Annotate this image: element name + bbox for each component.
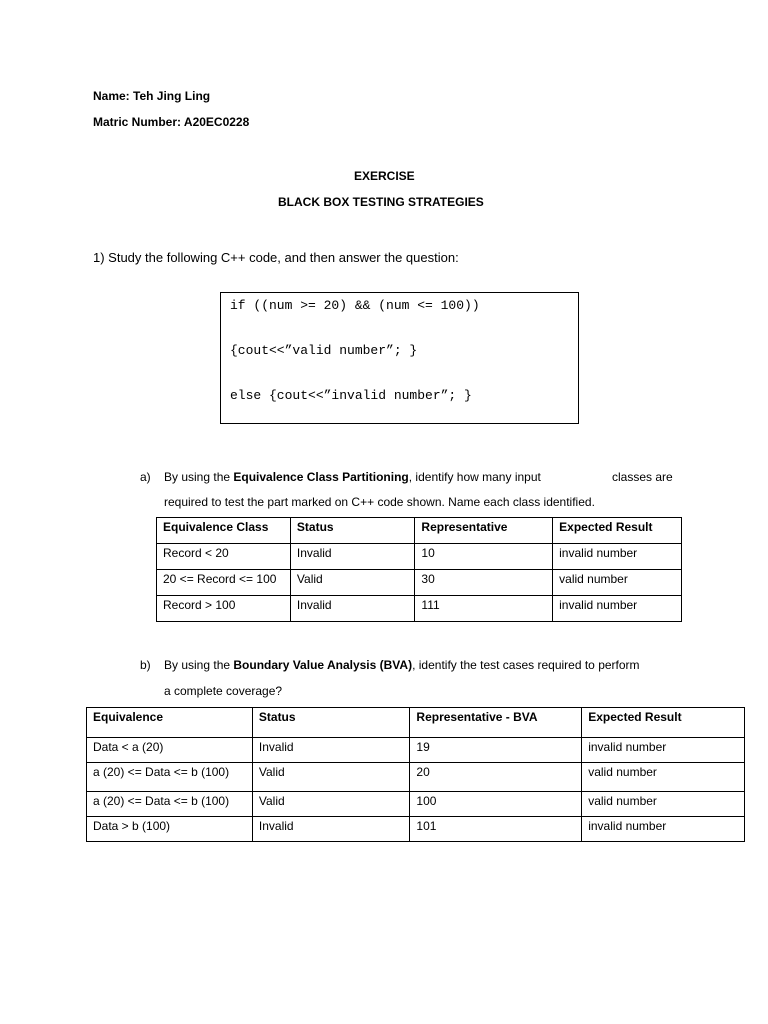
table-cell: invalid number	[553, 596, 682, 622]
table-cell: a (20) <= Data <= b (100)	[87, 792, 253, 817]
table-header-row	[157, 518, 682, 544]
table-header-cell: Representative - BVA	[410, 708, 582, 738]
table-header-cell: Expected Result	[553, 518, 682, 544]
table-row	[157, 596, 682, 622]
boundary-value-table	[86, 707, 745, 842]
part-a-text-line2: required to test the part marked on C++ code shown. Name each class identified.	[164, 495, 595, 509]
part-a-text-end: classes are	[612, 470, 673, 484]
table-cell: Record < 20	[157, 544, 291, 570]
table-cell: Invalid	[252, 817, 410, 842]
table-cell: Record > 100	[157, 596, 291, 622]
exercise-title: EXERCISE	[354, 169, 415, 183]
code-line-2: {cout<<”valid number”; }	[230, 343, 418, 358]
table-header-cell: Status	[252, 708, 410, 738]
table-header-cell: Status	[290, 518, 415, 544]
table-header-cell: Equivalence Class	[157, 518, 291, 544]
table-cell: 111	[415, 596, 553, 622]
part-b-text-bold: Boundary Value Analysis (BVA)	[233, 658, 413, 672]
table-cell: 19	[410, 738, 582, 763]
code-line-3: else {cout<<”invalid number”; }	[230, 388, 472, 403]
table-cell: Invalid	[252, 738, 410, 763]
part-b-text-pre: By using the	[164, 658, 234, 672]
table-cell: invalid number	[582, 817, 745, 842]
table-cell: valid number	[553, 570, 682, 596]
table-row	[87, 738, 745, 763]
matric-number: Matric Number: A20EC0228	[93, 115, 250, 129]
table-header-cell: Expected Result	[582, 708, 745, 738]
part-a-text-line1	[164, 470, 541, 484]
part-b-text-line2: a complete coverage?	[164, 684, 283, 698]
table-cell: Invalid	[290, 544, 415, 570]
table-cell: Valid	[252, 792, 410, 817]
table-row	[157, 544, 682, 570]
table-cell: Valid	[252, 763, 410, 792]
part-b-text-line1	[164, 658, 640, 672]
part-a-text-pre: By using the	[164, 470, 234, 484]
table-cell: 10	[415, 544, 553, 570]
table-cell: 20	[410, 763, 582, 792]
table-cell: Data > b (100)	[87, 817, 253, 842]
table-row	[87, 763, 745, 792]
exercise-subtitle: BLACK BOX TESTING STRATEGIES	[278, 195, 484, 209]
table-cell: 30	[415, 570, 553, 596]
question-1: 1) Study the following C++ code, and then answer the question:	[93, 250, 459, 265]
table-cell: 100	[410, 792, 582, 817]
table-cell: Invalid	[290, 596, 415, 622]
table-cell: 20 <= Record <= 100	[157, 570, 291, 596]
code-box	[220, 292, 579, 424]
table-row	[157, 570, 682, 596]
table-cell: Valid	[290, 570, 415, 596]
table-cell: invalid number	[582, 738, 745, 763]
table-cell: valid number	[582, 763, 745, 792]
table-row	[87, 817, 745, 842]
code-line-1: if ((num >= 20) && (num <= 100))	[230, 298, 480, 313]
part-b-text-post: , identify the test cases required to perform	[412, 658, 640, 672]
table-cell: invalid number	[553, 544, 682, 570]
student-name: Name: Teh Jing Ling	[93, 89, 211, 103]
part-b-label: b)	[140, 658, 151, 672]
table-row	[87, 792, 745, 817]
table-header-cell: Representative	[415, 518, 553, 544]
table-cell: valid number	[582, 792, 745, 817]
part-a-text-mid: , identify how many input	[408, 470, 541, 484]
table-cell: Data < a (20)	[87, 738, 253, 763]
table-header-row	[87, 708, 745, 738]
table-cell: 101	[410, 817, 582, 842]
table-cell: a (20) <= Data <= b (100)	[87, 763, 253, 792]
part-a-text-bold: Equivalence Class Partitioning	[233, 470, 409, 484]
table-header-cell: Equivalence	[87, 708, 253, 738]
part-a-label: a)	[140, 470, 151, 484]
equivalence-class-table	[156, 517, 682, 622]
